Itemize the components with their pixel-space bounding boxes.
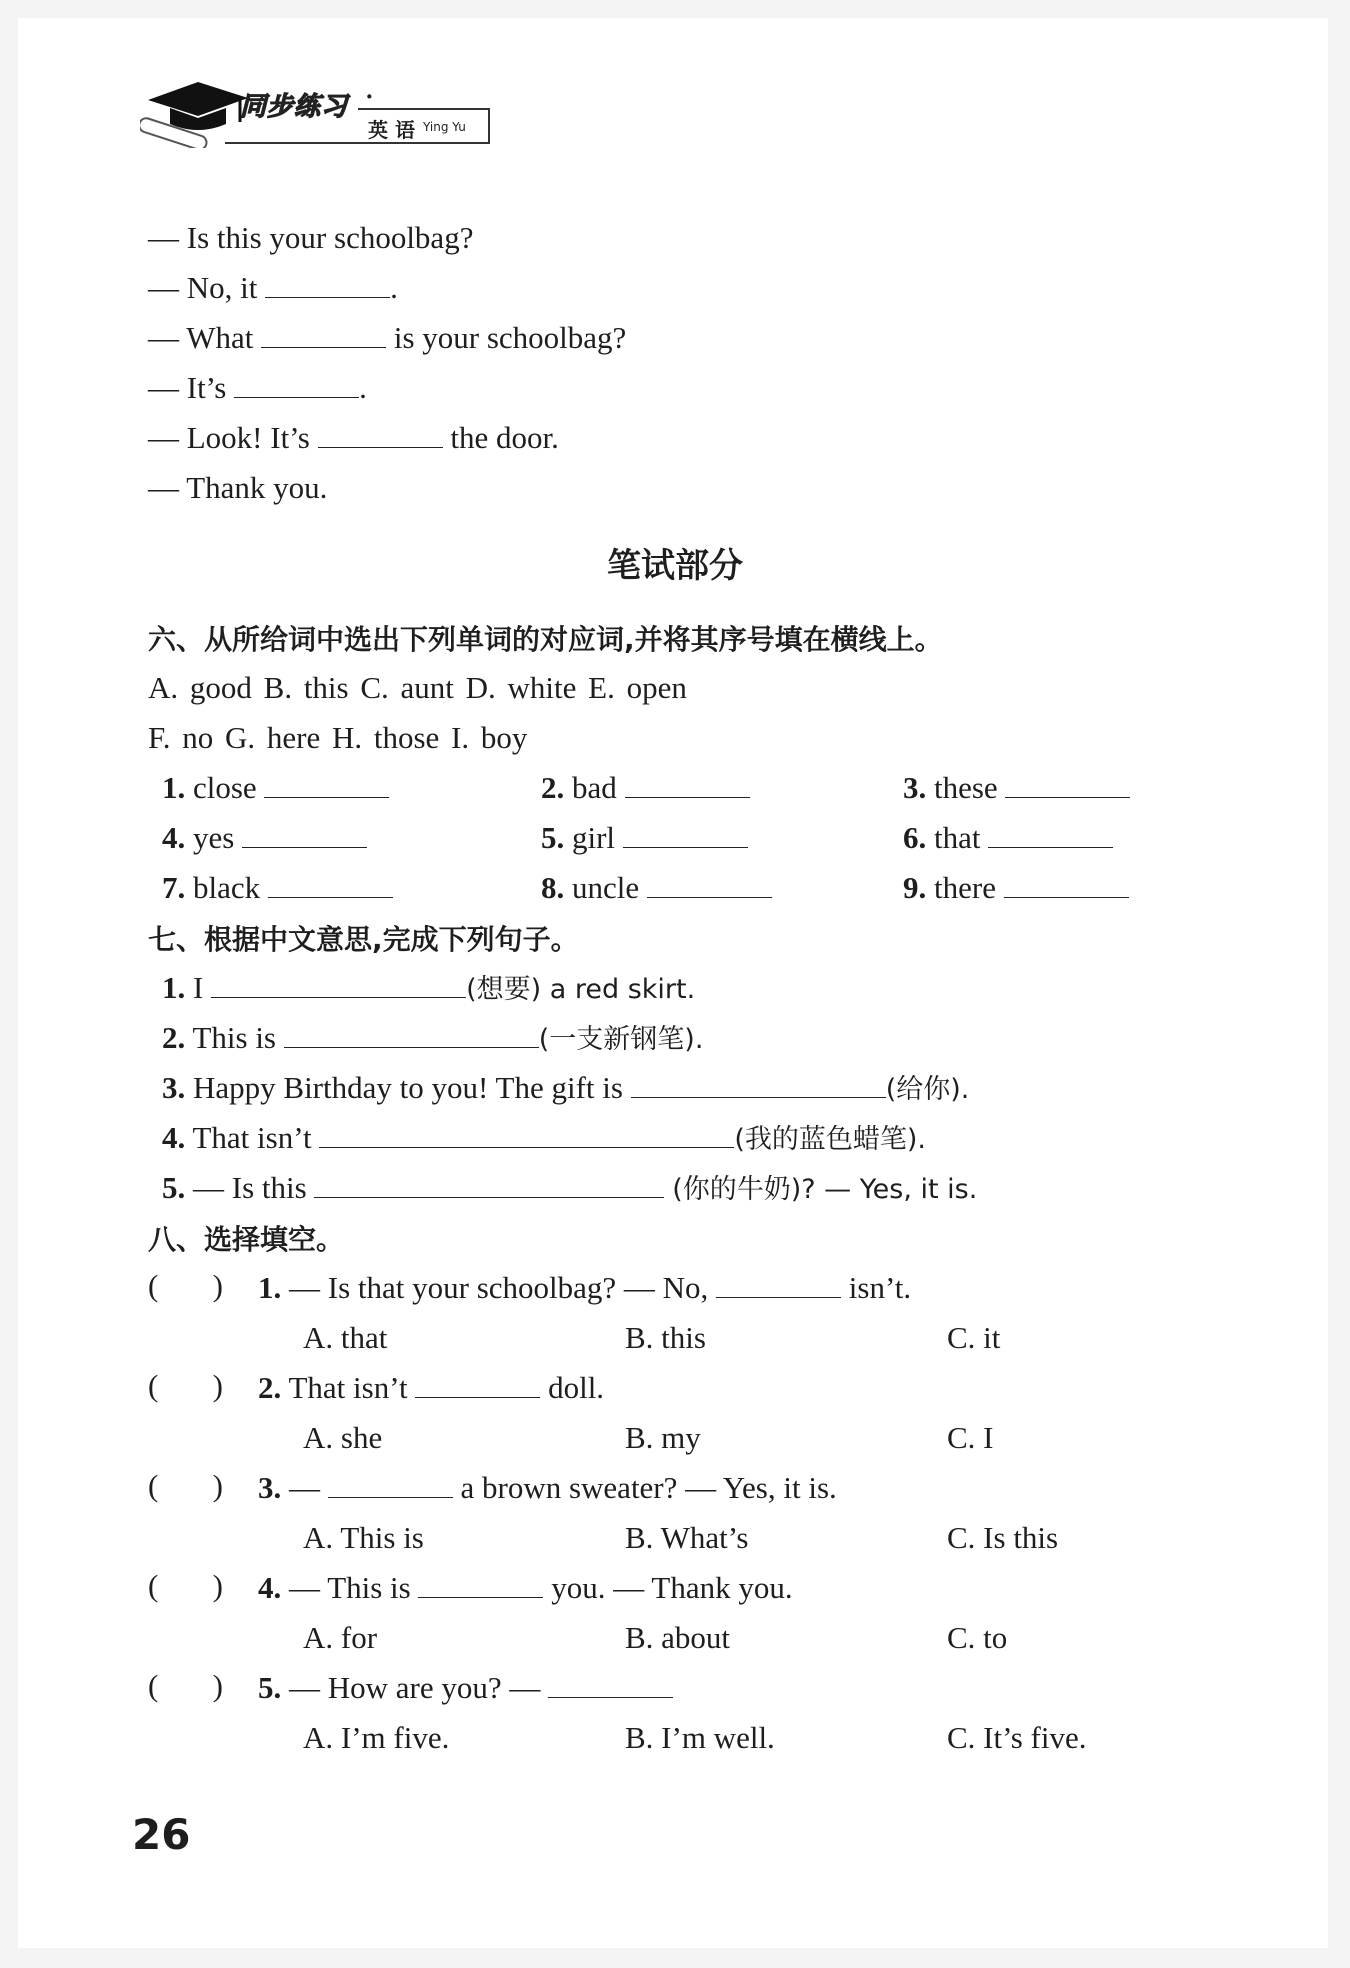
q8-question-2 [258,1368,604,1408]
answer-blank[interactable] [1004,869,1129,898]
dialogue-line-6: — Thank you. [148,470,328,505]
sentence-hint: (想要) a red skirt. [466,974,696,1005]
item-word: close [193,770,257,805]
answer-blank[interactable] [328,1469,453,1498]
option-b: B. about [625,1620,731,1655]
q8-question-4 [258,1568,793,1608]
sentence-text: — Is this [193,1170,307,1205]
header-underline [225,142,490,144]
dialogue-text: — No, it [148,270,258,305]
question-text: — This is [289,1570,411,1605]
item-number: 4. [162,820,186,855]
item-number: 2. [541,770,565,805]
option-a: A. that [303,1320,388,1355]
answer-blank[interactable] [242,819,367,848]
question-text: — How are you? — [289,1670,541,1705]
option-b: B. my [625,1420,701,1455]
q6-item [903,768,1130,808]
book-header [140,70,500,150]
header-dot: · [365,82,374,111]
dialogue-line-4 [148,368,367,408]
answer-blank[interactable] [264,769,389,798]
answer-paren[interactable]: ( ) [148,1368,223,1403]
dialogue-line-2 [148,268,398,308]
answer-blank[interactable] [314,1169,664,1198]
item-number: 9. [903,870,927,905]
q6-item [541,768,750,808]
item-number: 7. [162,870,186,905]
dialogue-line-1: — Is this your schoolbag? [148,220,474,255]
q6-item [903,868,1129,908]
answer-blank[interactable] [268,869,393,898]
option-c: C. I [947,1420,994,1455]
dialogue-text: . [359,370,367,405]
dialogue-text: . [390,270,398,305]
question-text: — Is that your schoolbag? — No, [289,1270,709,1305]
q7-sentence-1 [162,968,695,1010]
sentence-hint: (给你). [885,1074,970,1105]
question-text: doll. [548,1370,605,1405]
dialogue-line-3 [148,318,626,358]
item-word: yes [193,820,235,855]
q6-item [162,768,389,808]
dialogue-text: the door. [450,420,559,455]
option-a: A. This is [303,1520,424,1555]
answer-paren[interactable]: ( ) [148,1568,223,1603]
subject-chinese: 英 语 [368,118,415,142]
answer-blank[interactable] [716,1269,841,1298]
answer-blank[interactable] [261,319,386,348]
option-a: A. she [303,1420,383,1455]
option-c: C. It’s five. [947,1720,1087,1755]
subject-pinyin: Ying Yu [423,120,466,134]
question-text: That isn’t [288,1370,408,1405]
answer-blank[interactable] [631,1069,886,1098]
q7-heading: 七、根据中文意思,完成下列句子。 [148,923,579,956]
q6-item [541,868,772,908]
option-a: A. for [303,1620,378,1655]
question-text: you. — Thank you. [551,1570,793,1605]
item-number: 5. [258,1670,282,1705]
q8-question-5 [258,1668,673,1708]
answer-blank[interactable] [647,869,772,898]
sentence-text: I [193,970,204,1005]
answer-blank[interactable] [625,769,750,798]
answer-blank[interactable] [319,1119,734,1148]
sentence-hint: (我的蓝色蜡笔). [734,1124,926,1155]
item-word: there [934,870,996,905]
item-number: 4. [162,1120,186,1155]
item-word: that [934,820,981,855]
item-number: 2. [258,1370,282,1405]
q6-item [162,868,393,908]
sentence-text: This is [192,1020,276,1055]
page-number: 26 [132,1810,191,1859]
q6-heading: 六、从所给词中选出下列单词的对应词,并将其序号填在横线上。 [148,623,943,656]
item-number: 8. [541,870,565,905]
option-c: C. it [947,1320,1001,1355]
q7-sentence-3 [162,1068,969,1110]
answer-blank[interactable] [415,1369,540,1398]
answer-blank[interactable] [234,369,359,398]
dialogue-line-5 [148,418,559,458]
item-number: 1. [258,1270,282,1305]
answer-blank[interactable] [1005,769,1130,798]
item-number: 3. [162,1070,186,1105]
answer-blank[interactable] [211,969,466,998]
subject-box [358,108,490,144]
option-a: A. I’m five. [303,1720,450,1755]
sentence-text: That isn’t [192,1120,312,1155]
answer-blank[interactable] [988,819,1113,848]
item-number: 1. [162,770,186,805]
answer-paren[interactable]: ( ) [148,1268,223,1303]
item-word: bad [572,770,617,805]
option-b: B. What’s [625,1520,749,1555]
dialogue-text: — What [148,320,254,355]
brand-title: 同步练习 [240,92,349,122]
answer-blank[interactable] [548,1669,673,1698]
question-text: isn’t. [848,1270,912,1305]
q6-item [541,818,748,858]
q8-heading: 八、选择填空。 [148,1223,345,1256]
q6-options-row1: A. good B. this C. aunt D. white E. open [148,670,687,705]
option-b: B. I’m well. [625,1720,775,1755]
q7-sentence-2 [162,1018,703,1060]
sentence-hint: (一支新钢笔). [538,1024,704,1055]
dialogue-text: — Look! It’s [148,420,310,455]
answer-blank[interactable] [284,1019,539,1048]
question-text: — [289,1470,320,1505]
sentence-hint: (你的牛奶)? — Yes, it is. [672,1174,978,1205]
item-number: 5. [162,1170,186,1205]
q7-sentence-5 [162,1168,977,1210]
section-title: 笔试部分 [607,546,743,586]
q6-item [903,818,1113,858]
option-c: C. to [947,1620,1008,1655]
item-number: 5. [541,820,565,855]
item-word: girl [572,820,616,855]
item-number: 6. [903,820,927,855]
option-b: B. this [625,1320,706,1355]
item-number: 1. [162,970,186,1005]
dialogue-text: — It’s [148,370,227,405]
dialogue-text: is your schoolbag? [393,320,627,355]
q7-sentence-4 [162,1118,926,1160]
graduation-cap-icon [140,78,250,148]
answer-blank[interactable] [418,1569,543,1598]
item-number: 3. [258,1470,282,1505]
answer-paren[interactable]: ( ) [148,1468,223,1503]
answer-blank[interactable] [265,269,390,298]
answer-paren[interactable]: ( ) [148,1668,223,1703]
q6-item [162,818,367,858]
question-text: a brown sweater? — Yes, it is. [460,1470,837,1505]
item-word: these [934,770,998,805]
option-c: C. Is this [947,1520,1059,1555]
item-number: 2. [162,1020,186,1055]
q6-options-row2: F. no G. here H. those I. boy [148,720,528,755]
item-number: 3. [903,770,927,805]
sentence-text: Happy Birthday to you! The gift is [193,1070,623,1105]
answer-blank[interactable] [318,419,443,448]
q8-question-1 [258,1268,911,1308]
q8-question-3 [258,1468,837,1508]
item-number: 4. [258,1570,282,1605]
item-word: black [193,870,261,905]
answer-blank[interactable] [623,819,748,848]
item-word: uncle [572,870,640,905]
